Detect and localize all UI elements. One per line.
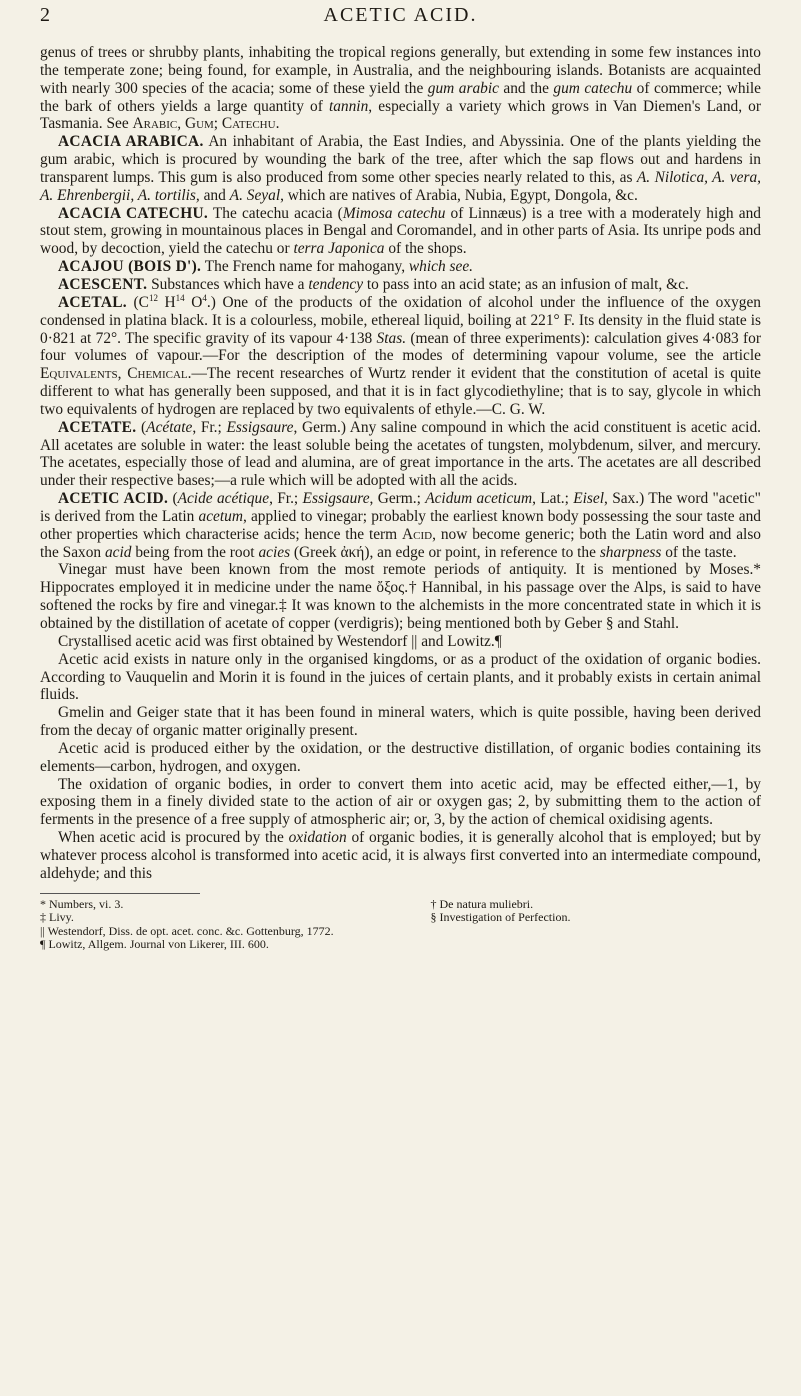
text-run: .) One of the products of the oxidation of alcohol under the influence of the oxygen condensed in platina black. It is a colourless, mobile, ethereal liquid, boiling at 221° F. Its density in the fluid state is 0·821 at 72°. The specific gravity of its vapour 4·138 [40, 293, 761, 347]
text-run: The catechu acacia ( [208, 204, 343, 222]
text-run: gum arabic [427, 79, 499, 97]
text-run: .—The recent researches of Wurtz render it evident that the constitution of acetal is quite different to what has generally been supposed, and that it is in fact glycodiethyline; that is to say, glycole in which two equivalents of hydrogen are replaced by two equivalents of ethyle.—C. G. W. [40, 365, 761, 418]
paragraph [40, 419, 761, 490]
paragraph [40, 294, 761, 419]
text-run: 4 [202, 292, 207, 303]
text-run: When acetic acid is procured by the [58, 829, 289, 847]
text-run: of commerce; while the bark of others yields a large quantity of [40, 79, 761, 115]
text-run: gum catechu [553, 79, 633, 97]
text-run: sharpness [599, 543, 662, 561]
footnotes [40, 898, 761, 952]
text-run: , Fr.; [192, 418, 227, 436]
text-run: A. Seyal [229, 186, 281, 204]
page-number: 2 [40, 4, 50, 26]
text-run: terra Japonica [293, 240, 385, 258]
footnote: † De natura muliebri. [430, 896, 534, 911]
page-header [40, 0, 761, 34]
text-run: of Linnæus) is a tree with a moderately high and stout stem, growing in mountainous places in Bengal and Coromandel, and in other parts of Asia. Its unripe pods and wood, by decoction, yield the catechu or [40, 204, 761, 258]
paragraph [40, 704, 761, 740]
paragraph [40, 276, 761, 294]
text-run: , Sax.) The word "acetic" is derived from the Latin [40, 490, 761, 525]
text-run: The French name for mahogany, [201, 258, 409, 276]
text-run: (C [126, 293, 149, 311]
text-run: of organic bodies, it is generally alcohol that is employed; but by whatever process alcohol is transformed into acetic acid, it is always first converted into an intermediate compound, aldehyde; and this [40, 829, 761, 882]
paragraph [40, 44, 761, 133]
text-run: Crystallised acetic acid was first obtained by Westendorf || and Lowitz.¶ [58, 632, 502, 650]
footnotes-left [40, 898, 371, 952]
paragraph [40, 776, 761, 830]
text-run: Essigsaure [226, 418, 294, 436]
text-run: Stas. [376, 329, 407, 347]
paragraph [40, 561, 761, 632]
paragraph [40, 205, 761, 259]
text-run: Acetic acid exists in nature only in the organised kingdoms, or as a product of the oxidation of organic bodies. According to Vauquelin and Morin it is found in the juices of certain plants, and it probably exists in certain animal fluids. [40, 650, 761, 704]
paragraph [40, 740, 761, 776]
entry-headword: ACACIA CATECHU. [58, 204, 209, 222]
text-run: . [275, 115, 280, 133]
text-run: , Germ.) Any saline compound in which the acid constituent is acetic acid. All acetates are soluble in water: the least soluble being the acetates of tungsten, molybdenum, silver, and mercury. The acetates, especially those of lead and alumina, are of great importance in the arts. The acetates are all described under their respective bases;—a rule which will be adopted with all the acids. [40, 418, 761, 490]
text-run: A. Nilotica, A. vera, A. Ehrenbergii, A. tortilis, [40, 168, 761, 204]
text-run: Gmelin and Geiger state that it has been found in mineral waters, which is quite possible, having been derived from the decay of organic matter originally present. [40, 704, 761, 740]
text-run: O [184, 293, 203, 311]
text-run: of the shops. [384, 240, 467, 258]
text-run: Substances which have a [147, 275, 309, 293]
text-run: Vinegar must have been known from the most remote periods of antiquity. It is mentioned by Moses.* Hippocrates employed it in medicine under the name ὄξος.† Hannibal, in his passage over the Alps, is said to have softened the rocks by fire and vinegar.‡ It was known to the alchemists in the more concentrated state in which it is obtained by the distillation of acetate of copper (verdigris); being mentioned both by Geber § and Stahl. [40, 561, 761, 632]
entry-headword: ACACIA ARABICA. [58, 133, 204, 151]
text-run: , Lat.; [532, 490, 574, 508]
text-run: Eisel [573, 490, 605, 508]
text-run: oxidation [288, 829, 347, 847]
text-run: , Germ.; [369, 490, 426, 508]
running-head: ACETIC ACID. [323, 4, 478, 26]
text-run: acid [104, 543, 132, 561]
text-run: which see. [408, 258, 474, 276]
text-run: , Fr.; [269, 490, 303, 508]
text-run: and the [498, 79, 554, 97]
text-run: (mean of three experiments): calculation gives 4·083 for four volumes of vapour.—For the description of the modes of determining vapour volume, see the article [40, 329, 761, 365]
text-run: ( [136, 418, 147, 436]
text-run: ( [168, 490, 178, 508]
text-run: being from the root [131, 543, 259, 561]
entry-headword: ACETAL. [58, 293, 127, 311]
text-run: , applied to vinegar; probably the earliest known body possessing the sour taste and other properties which characterise acids; hence the term [40, 507, 761, 543]
text-run: H [157, 293, 176, 311]
text-run: Acétate [146, 418, 193, 436]
text-run: acies [258, 543, 291, 561]
entry-headword: ACETATE. [58, 418, 137, 436]
footnote: || Westendorf, Diss. de opt. acet. conc. &c. Gottenburg, 1772. [40, 923, 334, 938]
text-run: tannin [328, 97, 369, 115]
entry-headword: ACESCENT. [58, 275, 148, 293]
text-run: Acide acétique [177, 490, 270, 508]
text-run: tendency [308, 275, 364, 293]
text-run: Equivalents, Chemical [40, 365, 188, 383]
paragraph [40, 490, 761, 561]
entry-headword: ACAJOU (BOIS D'). [58, 258, 202, 276]
text-run: Acidum aceticum [425, 490, 533, 508]
text-run: The oxidation of organic bodies, in order to convert them into acetic acid, may be effected either,—1, by exposing them in a finely divided state to the action of air or oxygen gas; 2, by submitting them to the action of ferments in the presence of a free supply of atmospheric air; or, 3, by the action of chemical oxidising agents. [40, 775, 761, 829]
footnote: ‡ Livy. [40, 910, 74, 925]
footnote: § Investigation of Perfection. [430, 910, 571, 925]
text-run: , now become generic; both the Latin word and also the Saxon [40, 525, 762, 561]
text-run: Essigsaure [302, 490, 370, 508]
text-run: 14 [175, 292, 185, 303]
text-run: Mimosa catechu [342, 204, 446, 222]
text-run: acetum [198, 507, 243, 525]
paragraph [40, 829, 761, 883]
paragraph [40, 133, 761, 204]
text-run: , especially a variety which grows in Van Diemen's Land, or Tasmania. See [40, 97, 761, 133]
footnote-rule [40, 893, 200, 894]
text-run: to pass into an acid state; as an infusion of malt, &c. [363, 275, 689, 293]
text-run: An inhabitant of Arabia, the East Indies, and Abyssinia. One of the plants yielding the gum arabic, which is procured by wounding the bark of the tree, after which the sap flows out and hardens in transparent lumps. This gum is also produced from some other species nearly related to this, as [40, 133, 762, 186]
text-run: and [199, 186, 230, 204]
paragraph [40, 258, 761, 276]
text-run: Acetic acid is produced either by the oxidation, or the destructive distillation, of organic bodies containing its elements—carbon, hydrogen, and oxygen. [40, 739, 761, 775]
text-run: (Greek ἀκή), an edge or point, in reference to the [290, 543, 600, 561]
paragraph [40, 633, 761, 651]
text-run: 12 [148, 292, 158, 303]
footnotes-right [371, 898, 762, 952]
paragraph [40, 651, 761, 705]
footnote: ¶ Lowitz, Allgem. Journal von Likerer, III. 600. [40, 937, 269, 952]
body-text [40, 44, 761, 883]
text-run: Acid [402, 525, 433, 543]
text-run: , which are natives of Arabia, Nubia, Egypt, Dongola, &c. [280, 186, 638, 204]
text-run: genus of trees or shrubby plants, inhabiting the tropical regions generally, but extending in some few instances into the temperate zone; being found, for example, in Australia, and the neighbouring islands. Botanists are acquainted with nearly 300 species of the acacia; some of these yield the [40, 44, 761, 97]
entry-headword: ACETIC ACID. [58, 490, 169, 508]
text-run: of the taste. [661, 543, 737, 561]
footnote: * Numbers, vi. 3. [40, 896, 124, 911]
text-run: Arabic, Gum; Catechu [132, 115, 276, 133]
